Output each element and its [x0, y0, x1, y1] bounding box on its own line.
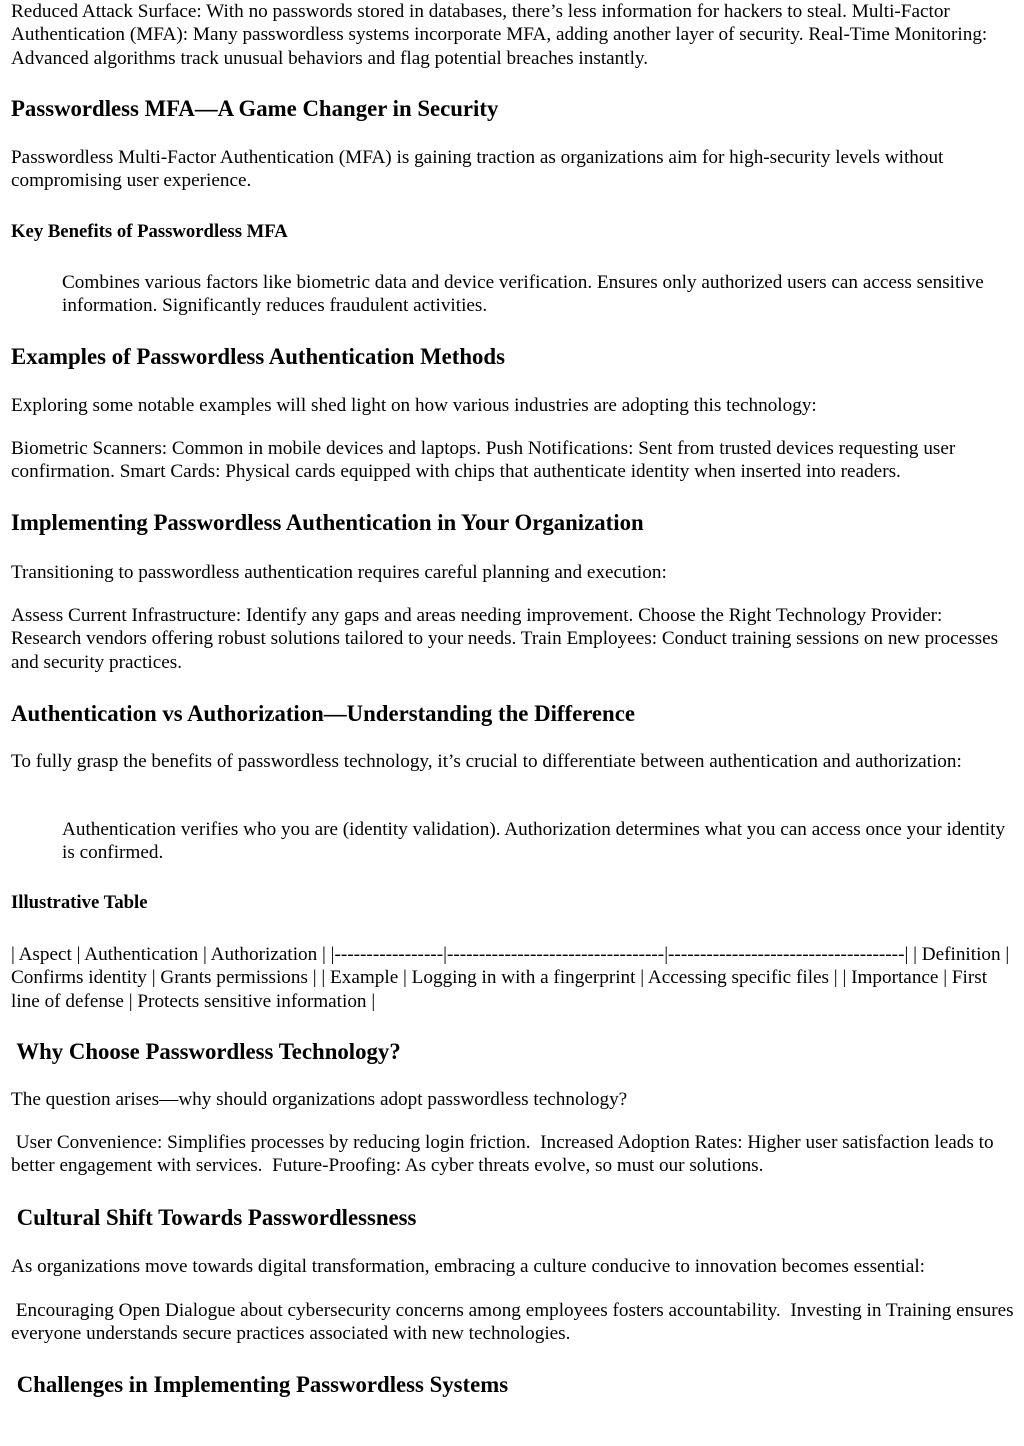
intro-paragraph: Reduced Attack Surface: With no passwords stored in databases, there’s less information for hackers to steal. Multi-Factor Authentication (MFA): Many passwordless systems incorporate MFA, adding another layer of security. Real-Time Monitoring: Advanced algorithms track unusual behaviors and flag potential breaches instantly. — [11, 1, 988, 69]
why-paragraph: User Convenience: Simplifies processes by reducing login friction. Increased Adoption Rates: Higher user satisfaction leads to better engagement with services. Future-Proofing: As cyber threats evolve, so must our solutions. — [11, 1132, 999, 1177]
heading-illustrative-table: Illustrative Table — [11, 892, 148, 913]
auth-vs-paragraph: To fully grasp the benefits of passwordless technology, it’s crucial to differentiate between authentication and authorization: — [11, 751, 962, 772]
heading-cultural-shift: Cultural Shift Towards Passwordlessness — [11, 1205, 417, 1230]
table-text-paragraph: | Aspect | Authentication | Authorization | |-----------------|----------------------------------|-------------------------------------| | Definition | Confirms identity | Grants permissions | | Example | Logging in with a fingerprint | Accessing specific files | | Importance | First line of defense | Protects sensitive information | — [11, 944, 1010, 1012]
heading-passwordless-mfa: Passwordless MFA—A Game Changer in Security — [11, 96, 499, 121]
examples-paragraph: Biometric Scanners: Common in mobile devices and laptops. Push Notifications: Sent from trusted devices requesting user confirmation. Smart Cards: Physical cards equipped with chips that authenticate identity when inserted into readers. — [11, 438, 956, 483]
why-intro-paragraph: The question arises—why should organizations adopt passwordless technology? — [11, 1089, 628, 1110]
culture-intro-paragraph: As organizations move towards digital transformation, embracing a culture conducive to innovation becomes essential: — [11, 1256, 926, 1277]
heading-auth-vs-authorization: Authentication vs Authorization—Understanding the Difference — [11, 701, 635, 726]
implementing-paragraph: Assess Current Infrastructure: Identify any gaps and areas needing improvement. Choose the Right Technology Provider: Research vendors offering robust solutions tailored to your needs. Train Employees: Conduct training sessions on new processes and security practices. — [11, 605, 999, 673]
heading-examples: Examples of Passwordless Authentication Methods — [11, 344, 505, 369]
implementing-intro-paragraph: Transitioning to passwordless authentication requires careful planning and execution: — [11, 562, 667, 583]
heading-why-choose: Why Choose Passwordless Technology? — [11, 1039, 401, 1064]
heading-challenges: Challenges in Implementing Passwordless Systems — [11, 1372, 509, 1397]
examples-intro-paragraph: Exploring some notable examples will shed light on how various industries are adopting this technology: — [11, 395, 817, 416]
benefits-blockquote: Combines various factors like biometric data and device verification. Ensures only authorized users can access sensitive information. Significantly reduces fraudulent activities. — [62, 272, 984, 317]
culture-paragraph: Encouraging Open Dialogue about cybersecurity concerns among employees fosters accountability. Investing in Training ensures everyone understands secure practices associated with new technologies. — [11, 1300, 1019, 1345]
heading-implementing: Implementing Passwordless Authentication in Your Organization — [11, 510, 644, 535]
heading-key-benefits: Key Benefits of Passwordless MFA — [11, 221, 288, 242]
auth-vs-blockquote: Authentication verifies who you are (identity validation). Authorization determines what you can access once your identity is confirmed. — [62, 819, 1006, 864]
mfa-paragraph: Passwordless Multi-Factor Authentication (MFA) is gaining traction as organizations aim for high-security levels without compromising user experience. — [11, 147, 944, 192]
